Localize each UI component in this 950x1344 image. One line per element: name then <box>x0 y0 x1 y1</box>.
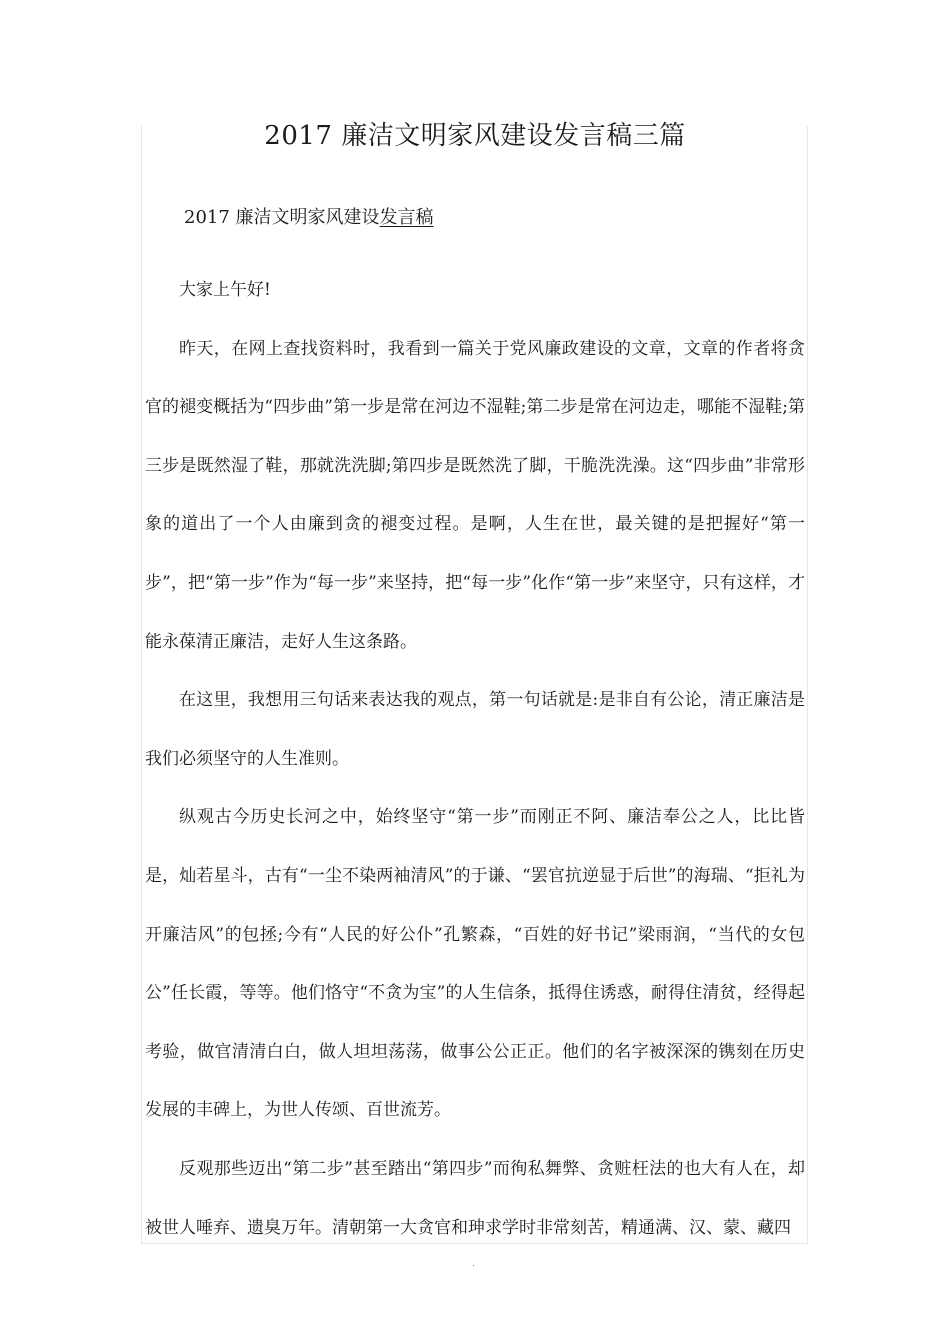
body-paragraph: 纵观古今历史长河之中，始终坚守“第一步”而刚正不阿、廉洁奉公之人，比比皆是，灿若星斗，古有“一尘不染两袖清风”的于谦、“罢官抗逆显于后世”的海瑞、“拒礼为开廉洁风”的包拯;今有“人民的好公仆”孔繁森，“百姓的好书记”梁雨润，“当代的女包公”任长霞，等等。他们恪守“不贪为宝”的人生信条，抵得住诱惑，耐得住清贫，经得起考验，做官清清白白，做人坦坦荡荡，做事公公正正。他们的名字被深深的镌刻在历史发展的丰碑上，为世人传颂、百世流芳。 <box>145 807 805 1121</box>
document-body <box>145 261 805 1257</box>
document-title: 2017 廉洁文明家风建设发言稿三篇 <box>264 121 686 151</box>
section-heading-text: 2017 廉洁文明家风建设 <box>184 207 380 228</box>
greeting-paragraph: 大家上午好! <box>179 280 271 300</box>
section-heading <box>184 203 434 233</box>
body-paragraph: 昨天，在网上查找资料时，我看到一篇关于党风廉政建设的文章，文章的作者将贪官的褪变概括为“四步曲”第一步是常在河边不湿鞋;第二步是常在河边走，哪能不湿鞋;第三步是既然湿了鞋，那就洗洗脚;第四步是既然洗了脚，干脆洗洗澡。这“四步曲”非常形象的道出了一个人由廉到贪的褪变过程。是啊，人生在世，最关键的是把握好“第一步”，把“第一步”作为“每一步”来坚持，把“每一步”化作“第一步”来坚守，只有这样，才能永葆清正廉洁，走好人生这条路。 <box>145 338 805 652</box>
section-heading-underlined: 发言稿 <box>379 207 434 228</box>
page-footer-mark: . <box>472 1258 476 1269</box>
body-paragraph: 反观那些迈出“第二步”甚至踏出“第四步”而徇私舞弊、贪赃枉法的也大有人在，却被世人唾弃、遗臭万年。清朝第一大贪官和珅求学时非常刻苦，精通满、汉、蒙、藏四 <box>145 1158 805 1238</box>
body-paragraph: 在这里，我想用三句话来表达我的观点，第一句话就是:是非自有公论，清正廉洁是我们必须坚守的人生准则。 <box>145 690 805 769</box>
